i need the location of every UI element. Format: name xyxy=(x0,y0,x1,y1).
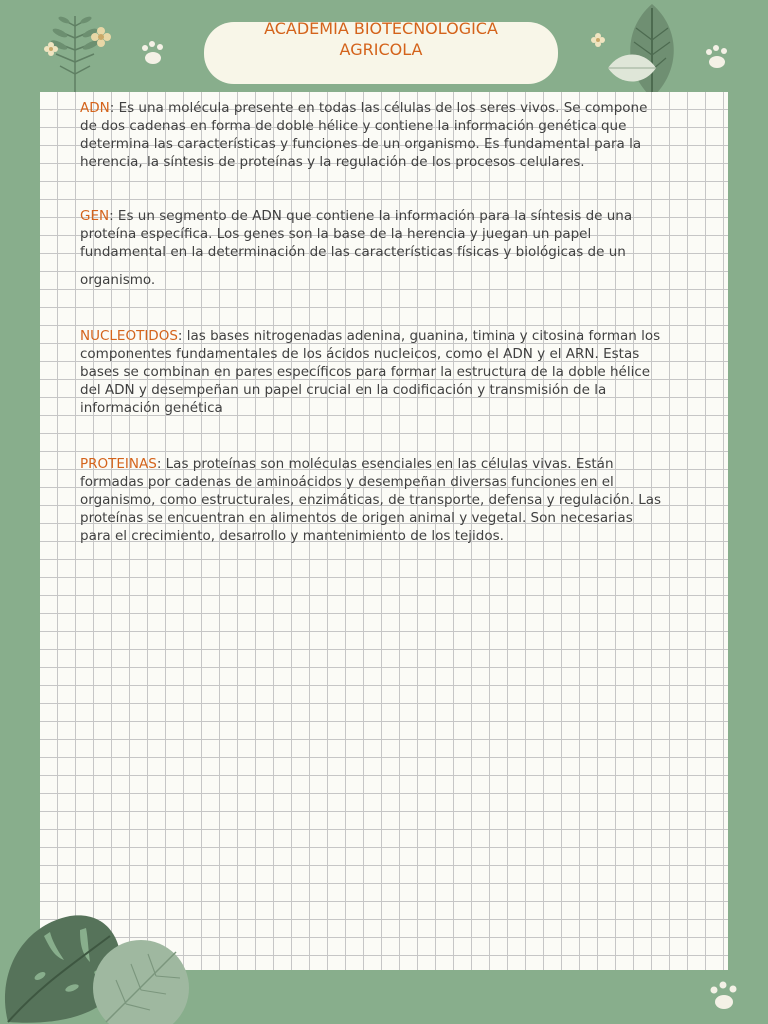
paw-print-icon xyxy=(136,36,170,70)
term-label: ADN xyxy=(80,100,110,116)
term-label: NUCLEOTIDOS xyxy=(80,328,178,344)
flower-icon xyxy=(42,40,60,58)
section-nucleotidos xyxy=(80,327,664,417)
section-proteinas xyxy=(80,455,664,545)
title-line-2: AGRICOLA xyxy=(339,40,423,59)
content-body xyxy=(80,99,664,545)
definition-text: : Es una molécula presente en todas las células de los seres vivos. Se compone de dos cadenas en forma de doble hélice y contiene la información genética que determina las características y funciones de un organismo. Es fundamental para la herencia, la síntesis de proteínas y la regulación de los procesos celulares. xyxy=(80,100,648,170)
page-title xyxy=(204,18,558,60)
definition-text: : las bases nitrogenadas adenina, guanina, timina y citosina forman los componentes fundamentales de los ácidos nucleicos, como el ADN y el ARN. Estas bases se combinan en pares específicos para formar la estructura de la doble hélice del ADN y desempeñan un papel crucial en la codificación y transmisión de la información genética xyxy=(80,328,661,416)
section-adn xyxy=(80,99,664,171)
section-gen-continued xyxy=(80,271,664,289)
paw-print-icon xyxy=(704,976,744,1016)
flower-icon xyxy=(88,24,114,50)
definition-text: : Las proteínas son moléculas esenciales en las células vivas. Están formadas por cadenas de aminoácidos y desempeñan diversas funciones en el organismo, como estructurales, enzimáticas, de transporte, defensa y regulación. Las proteínas se encuentran en alimentos de origen animal y vegetal. Son necesarias para el crecimiento, desarrollo y mantenimiento de los tejidos. xyxy=(80,456,662,544)
definition-text: : Es un segmento de ADN que contiene la información para la síntesis de una proteína específica. Los genes son la base de la herencia y juegan un papel fundamental en la determinación de las características físicas y biológicas de un xyxy=(80,208,633,260)
term-label: GEN xyxy=(80,208,110,224)
round-leaf-icon xyxy=(86,930,196,1024)
flower-icon xyxy=(588,30,608,50)
term-label: PROTEINAS xyxy=(80,456,157,472)
title-line-1: ACADEMIA BIOTECNOLOGICA xyxy=(264,19,498,38)
section-gen xyxy=(80,207,664,261)
definition-text: organismo. xyxy=(80,272,156,288)
round-leaf-icon xyxy=(606,48,658,88)
paw-print-icon xyxy=(700,40,734,74)
